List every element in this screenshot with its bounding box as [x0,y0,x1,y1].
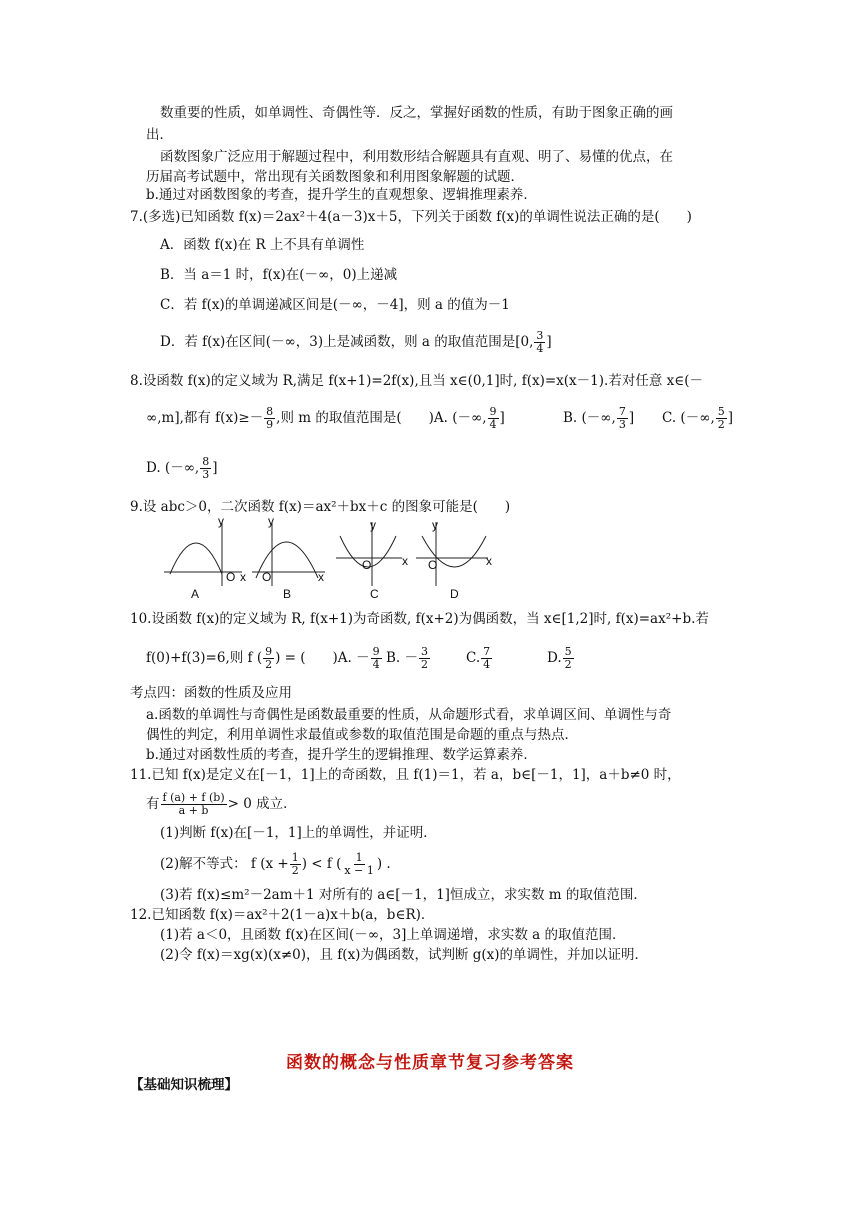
fraction: $\frac{7}{4}$ [483,645,491,671]
q9-graphs [160,516,500,596]
graph-d-y-label: y [432,518,438,532]
fraction: $\frac{9}{4}$ [489,405,497,431]
q10-stem-2: f(0)+f(3)=6,则 f ( $\frac{9}{2}$ ) = ( )A. － $\frac{9}{4}$ [146,645,380,671]
q7-stem: 7.(多选)已知函数 f(x)＝2ax²＋4(a－3)x＋5，下列关于函数 f(x)的单调性说法正确的是( ) [130,209,692,225]
graph-c-y-label: y [370,518,376,532]
intro-line: b.通过对函数图象的考查，提升学生的直观想象、逻辑推理素养． [146,187,537,203]
q7-option-a: A．函数 f(x)在 R 上不具有单调性 [160,237,365,253]
intro-line: 数重要的性质，如单调性、奇偶性等．反之，掌握好函数的性质，有助于图象正确的画 [160,105,673,121]
fraction: $\frac{3}{2}$ [421,645,429,671]
q9-stem: 9.设 abc＞0，二次函数 f(x)＝ax²＋bx＋c 的图象可能是( ) [130,499,511,515]
graph-b-x-label: x [318,570,324,584]
fraction: $\frac{f (a) + f (b)}{a + b}$ [162,791,225,817]
graph-a-y-label: y [218,514,224,528]
fraction: $\frac{9}{2}$ [265,645,273,671]
graph-b-origin: O [262,570,272,584]
q7-option-c: C．若 f(x)的单调递减区间是(－∞，－4]，则 a 的值为－1 [160,297,510,313]
q8-stem-2: ∞,m],都有 f(x)≥－ $\frac{8}{9}$ ,则 m 的取值范围是( )A. (－∞, $\frac{9}{4}$ ] [146,405,505,431]
fraction: $\frac{5}{2}$ [564,645,572,671]
q10-stem: 10.设函数 f(x)的定义域为 R, f(x+1)为奇函数, f(x+2)为偶函数，当 x∈[1,2]时, f(x)=ax²+b.若 [130,611,709,627]
graph-a-x-label: x [240,570,246,584]
intro-line: 函数图象广泛应用于解题过程中，利用数形结合解题具有直观、明了、易懂的优点，在 [160,149,673,165]
answers-title: 函数的概念与性质章节复习参考答案 [286,1053,574,1073]
q8-option-b: B. (－∞, $\frac{7}{3}$ ] [563,405,635,431]
intro-line: 历届高考试题中，常出现有关函数图象和利用图象解题的试题． [146,169,524,185]
q11-part-1: (1)判断 f(x)在[－1，1]上的单调性，并证明． [160,825,437,841]
intro-line: 出． [146,127,173,143]
q11-part-2: (2)解不等式： f (x + $\frac{1}{2}$ ) < f ( $\frac{1}{x - 1}$ ) . [160,851,391,877]
section-text: a.函数的单调性与奇偶性是函数最重要的性质，从命题形式看，求单调区间、单调性与奇 [146,707,672,723]
q10-option-d: D. $\frac{5}{2}$ [547,645,572,671]
q8-stem: 8.设函数 f(x)的定义域为 R,满足 f(x+1)=2f(x),且当 x∈(0,1]时, f(x)=x(x－1).若对任意 x∈(－ [130,373,703,389]
q10-option-c: C. $\frac{7}{4}$ [466,645,491,671]
graph-d-x-label: x [486,554,492,568]
q10-option-b: B. － $\frac{3}{2}$ [386,645,429,671]
graph-b-y-label: y [268,514,274,528]
section-text: 偶性的判定，利用单调性求最值或参数的取值范围是命题的重点与热点． [146,727,578,743]
q11-stem: 11.已知 f(x)是定义在[－1，1]上的奇函数，且 f(1)＝1，若 a，b∈[－1，1]，a＋b≠0 时， [130,767,681,783]
q7-option-b: B．当 a＝1 时，f(x)在(－∞，0)上递减 [160,267,398,283]
graph-a-origin: O [226,570,236,584]
q11-condition: 有 $\frac{f (a) + f (b)}{a + b}$ > 0 成立． [146,791,297,817]
q11-part-3: (3)若 f(x)≤m²－2am＋1 对所有的 a∈[－1，1]恒成立，求实数 m 的取值范围． [160,887,647,903]
q12-part-2: (2)令 f(x)＝xg(x)(x≠0)，且 f(x)为偶函数，试判断 g(x)的单调性，并加以证明． [160,947,649,963]
graph-c-origin: O [362,558,372,572]
q12-part-1: (1)若 a＜0，且函数 f(x)在区间(－∞，3]上单调递增，求实数 a 的取值范围． [160,927,626,943]
graph-c-label: C [370,587,379,601]
fraction: $\frac{1}{x - 1}$ [344,851,374,877]
section-heading: 考点四：函数的性质及应用 [130,685,292,701]
graph-c-x-label: x [402,554,408,568]
fraction: $\frac{1}{2}$ [291,851,299,877]
fraction: $\frac{7}{3}$ [618,405,626,431]
fraction: $\frac{8}{3}$ [202,455,210,481]
graph-a-label: A [191,587,200,601]
fraction: $\frac{5}{2}$ [717,405,725,431]
q12-stem: 12.已知函数 f(x)＝ax²＋2(1－a)x＋b(a，b∈R)． [130,907,435,923]
fraction: $\frac{3}{4}$ [536,329,544,355]
parabola-a [170,543,222,574]
fraction: $\frac{8}{9}$ [266,405,274,431]
fraction: $\frac{9}{4}$ [372,645,380,671]
q8-option-c: C. (－∞, $\frac{5}{2}$ ] [662,405,734,431]
graph-b-label: B [283,587,292,601]
q7-option-d: D．若 f(x)在区间(－∞，3)上是减函数，则 a 的取值范围是[0, $\frac{3}{4}$ ] [160,329,552,355]
graph-d-label: D [450,587,459,601]
answers-section-heading: 【基础知识梳理】 [130,1077,238,1093]
graph-d-origin: O [428,558,438,572]
section-text: b.通过对函数性质的考查，提升学生的逻辑推理、数学运算素养． [146,747,537,763]
q8-option-d: D. (－∞, $\frac{8}{3}$ ] [146,455,218,481]
